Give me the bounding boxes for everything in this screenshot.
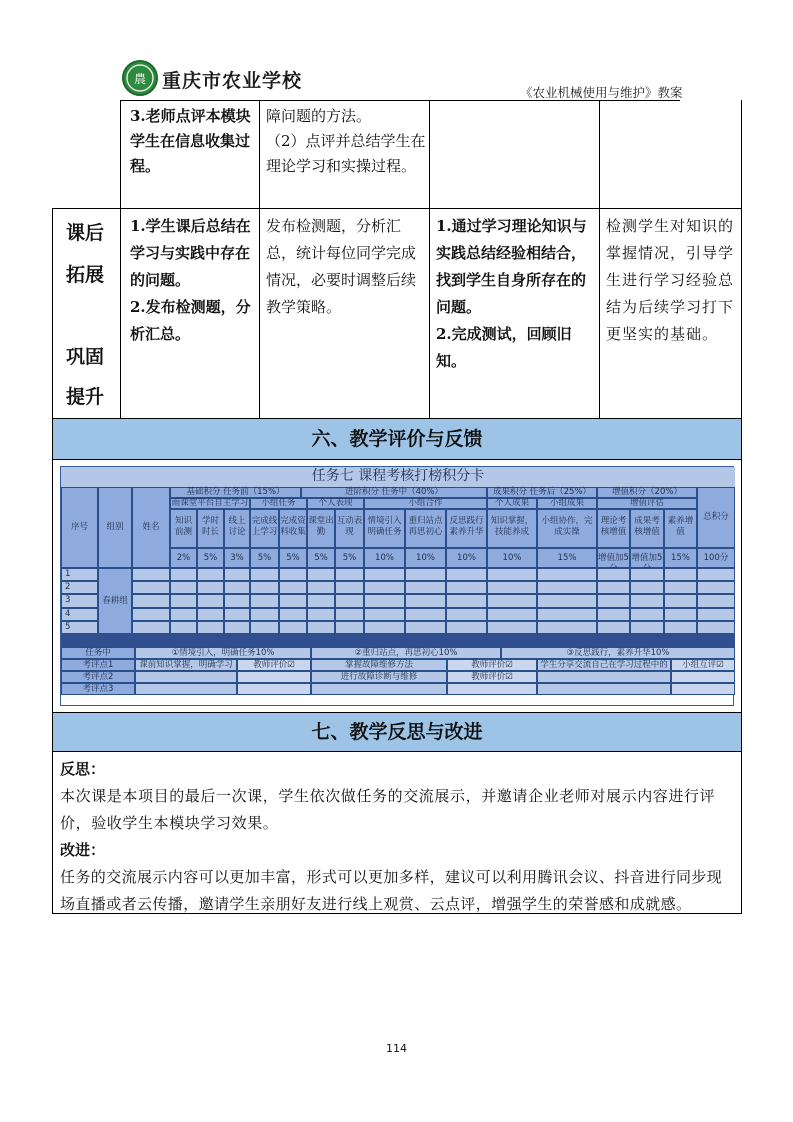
score-cell[interactable] <box>307 568 335 581</box>
sub-personal: 个人表现 <box>307 498 364 509</box>
sub-pres: 个人成果 <box>487 498 537 509</box>
score-cell[interactable] <box>664 568 697 581</box>
score-cell[interactable] <box>446 594 487 607</box>
score-cell[interactable] <box>170 581 197 594</box>
logo-glyph: 農 <box>133 72 147 86</box>
table-border <box>52 752 53 914</box>
improve-text: 任务的交流展示内容可以更加丰富，形式可以更加多样，建议可以利用腾讯会议、抖音进行同步现场直播或者云传播，邀请学生亲朋好友进行线上观赏、云点评，增强学生的荣誉感和成就感。 <box>60 868 723 913</box>
eval-point-cell <box>311 683 447 695</box>
row2-activity-2: 2.发布检测题，分析汇总。 <box>130 298 251 343</box>
eval-point-cell: 教师评价☑ <box>447 659 537 671</box>
score-cell[interactable] <box>597 568 630 581</box>
score-item-weight: 100分 <box>697 548 735 568</box>
score-cell[interactable] <box>335 608 364 621</box>
score-item-weight: 2% <box>170 548 197 568</box>
score-item-weight: 5% <box>250 548 279 568</box>
score-cell[interactable] <box>597 608 630 621</box>
score-item-weight: 增值加5 <box>597 548 630 568</box>
score-item-header: 完成资料收集 <box>279 509 307 548</box>
sub-value: 增值评估 <box>597 498 697 509</box>
score-cell[interactable] <box>487 594 537 607</box>
group-base: 基础积分 任务前（15%） <box>170 487 301 498</box>
table-border <box>741 752 742 914</box>
row-seq: 3 <box>61 594 98 607</box>
score-cell[interactable] <box>446 581 487 594</box>
score-item-header: 完成线上学习 <box>250 509 279 548</box>
row-name-cell[interactable] <box>132 568 170 581</box>
score-cell[interactable] <box>335 621 364 634</box>
table-border <box>429 100 430 418</box>
eval-point-cell <box>237 683 311 695</box>
score-cell[interactable] <box>250 568 279 581</box>
school-name: 重庆市农业学校 <box>162 70 303 92</box>
reflect-label: 反思： <box>60 760 106 778</box>
sub-group-task: 小组任务 <box>250 498 307 509</box>
score-cell[interactable] <box>197 621 224 634</box>
score-cell[interactable] <box>364 621 405 634</box>
eval-point-cell: 教师评价☑ <box>447 671 537 683</box>
score-cell[interactable] <box>170 621 197 634</box>
score-item-weight: 5% <box>197 548 224 568</box>
improve-label: 改进： <box>60 841 106 859</box>
table-border <box>120 100 121 418</box>
score-item-weight: 3% <box>224 548 250 568</box>
col-name: 姓名 <box>132 487 170 568</box>
row1-teacher-line2: （2）点评并总结学生在理论学习和实操过程。 <box>266 132 426 175</box>
row2-intent: 检测学生对知识的掌握情况，引导学生进行学习经验总结为后续学习打下更坚实的基础。 <box>606 217 735 343</box>
eval-point-cell: 教师评价☑ <box>237 659 311 671</box>
eval-point-label: 考评点3 <box>61 683 135 695</box>
table-border <box>599 100 600 418</box>
reflect-text: 本次课是本项目的最后一次课，学生依次做任务的交流展示，并邀请企业老师对展示内容进行评价，验收学生本模块学习效果。 <box>60 787 716 832</box>
task-label: 任务中 <box>61 647 135 659</box>
row-name-cell[interactable] <box>132 621 170 634</box>
score-item-header: 知识前测 <box>170 509 197 548</box>
score-cell[interactable] <box>597 581 630 594</box>
score-cell[interactable] <box>279 594 307 607</box>
table-border <box>259 100 260 418</box>
score-cell[interactable] <box>307 621 335 634</box>
header-rule <box>120 100 680 101</box>
score-cell[interactable] <box>335 568 364 581</box>
eval-point-cell: 小组互评☑ <box>671 659 735 671</box>
score-cell[interactable] <box>335 581 364 594</box>
score-cell[interactable] <box>446 608 487 621</box>
score-cell[interactable] <box>697 581 735 594</box>
score-cell[interactable] <box>170 594 197 607</box>
page-number: 114 <box>386 1042 407 1055</box>
score-cell[interactable] <box>197 608 224 621</box>
task-1: ①情境引入，明确任务10% <box>135 647 311 659</box>
group-result: 成果积分 任务后（25%） <box>487 487 597 498</box>
score-cell[interactable] <box>630 568 664 581</box>
score-cell[interactable] <box>364 608 405 621</box>
score-item-header: 成果考核增值 <box>630 509 664 548</box>
row-name-cell[interactable] <box>132 581 170 594</box>
score-cell[interactable] <box>307 581 335 594</box>
table-border <box>52 460 53 712</box>
score-cell[interactable] <box>224 608 250 621</box>
task-3: ③反思践行，素养升华10% <box>501 647 735 659</box>
score-cell[interactable] <box>697 594 735 607</box>
score-cell[interactable] <box>335 594 364 607</box>
table-border <box>741 100 742 418</box>
row2-student-2: 2.完成测试，回顾旧知。 <box>436 325 572 370</box>
row1-teacher-line1: 障问题的方法。 <box>266 107 372 125</box>
score-cell[interactable] <box>307 594 335 607</box>
row2-teacher: 发布检测题，分析汇总，统计每位同学完成情况，必要时调整后续教学策略。 <box>266 217 417 316</box>
score-cell[interactable] <box>697 621 735 634</box>
score-item-header: 重归站点再思初心 <box>405 509 446 548</box>
score-cell[interactable] <box>279 568 307 581</box>
score-cell[interactable] <box>446 568 487 581</box>
school-logo <box>122 60 158 96</box>
section7-title: 七、教学反思与改进 <box>52 712 742 752</box>
score-cell[interactable] <box>630 621 664 634</box>
score-cell[interactable] <box>487 608 537 621</box>
row1-activity: 3.老师点评本模块学生在信息收集过程。 <box>130 107 251 175</box>
score-item-header: 知识掌握，技能养成 <box>487 509 537 548</box>
score-item-header: 学时时长 <box>197 509 224 548</box>
eval-point-cell <box>671 683 735 695</box>
section6-title: 六、教学评价与反馈 <box>52 418 742 460</box>
score-cell[interactable] <box>697 568 735 581</box>
score-item-weight: 增值加5 <box>630 548 664 568</box>
task-2: ②重归站点，再思初心10% <box>311 647 501 659</box>
score-cell[interactable] <box>446 621 487 634</box>
score-cell[interactable] <box>224 594 250 607</box>
score-cell[interactable] <box>250 594 279 607</box>
score-cell[interactable] <box>405 581 446 594</box>
score-item-weight: 5% <box>307 548 335 568</box>
eval-point-cell <box>237 671 311 683</box>
eval-point-cell <box>671 671 735 683</box>
score-cell[interactable] <box>537 568 597 581</box>
score-cell[interactable] <box>537 608 597 621</box>
score-item-weight: 10% <box>364 548 405 568</box>
eval-point-cell: 进行故障诊断与维修 <box>311 671 447 683</box>
score-cell[interactable] <box>487 568 537 581</box>
col-group: 组别 <box>98 487 132 568</box>
stage-label-2: 拓展 <box>65 264 104 286</box>
eval-point-label: 考评点2 <box>61 671 135 683</box>
score-item-weight: 5% <box>279 548 307 568</box>
score-cell[interactable] <box>197 581 224 594</box>
row-seq: 1 <box>61 568 98 581</box>
eval-point-cell <box>447 683 537 695</box>
scorecard-title: 任务七 课程考核打榜积分卡 <box>61 467 735 487</box>
table-border <box>52 208 742 209</box>
score-item-header: 素养增值 <box>664 509 697 548</box>
row2-student-1: 1.通过学习理论知识与实践总结经验相结合，找到学生自身所存在的问题。 <box>436 217 587 316</box>
score-item-weight: 5% <box>335 548 364 568</box>
score-cell[interactable] <box>224 581 250 594</box>
score-cell[interactable] <box>664 581 697 594</box>
score-cell[interactable] <box>197 568 224 581</box>
score-cell[interactable] <box>197 594 224 607</box>
score-item-header: 理论考核增值 <box>597 509 630 548</box>
row-name-cell[interactable] <box>132 608 170 621</box>
group-name: 春耕组 <box>98 568 132 634</box>
score-cell[interactable] <box>664 608 697 621</box>
sub-coop: 小组合作 <box>364 498 487 509</box>
scorecard-separator <box>61 634 735 647</box>
course-title: 《农业机械使用与维护》教案 <box>520 85 683 100</box>
eval-point-cell <box>537 683 671 695</box>
row-seq: 5 <box>61 621 98 634</box>
score-cell[interactable] <box>170 568 197 581</box>
score-cell[interactable] <box>597 621 630 634</box>
eval-point-cell <box>537 671 671 683</box>
score-cell[interactable] <box>250 581 279 594</box>
stage-label-1: 课后 <box>65 222 104 244</box>
score-cell[interactable] <box>405 621 446 634</box>
score-item-weight: 10% <box>405 548 446 568</box>
sub-rain: 雨课堂平台自主学习 <box>171 498 249 508</box>
stage-label-4: 提升 <box>65 386 104 408</box>
score-cell[interactable] <box>405 568 446 581</box>
score-cell[interactable] <box>307 608 335 621</box>
row-name-cell[interactable] <box>132 594 170 607</box>
score-cell[interactable] <box>630 594 664 607</box>
score-cell[interactable] <box>664 621 697 634</box>
table-border <box>741 460 742 712</box>
group-value: 增值积分（20%） <box>597 487 697 498</box>
score-cell[interactable] <box>364 581 405 594</box>
score-cell[interactable] <box>279 581 307 594</box>
col-total: 总积分 <box>697 487 735 548</box>
score-cell[interactable] <box>224 568 250 581</box>
score-cell[interactable] <box>364 568 405 581</box>
score-cell[interactable] <box>405 608 446 621</box>
eval-point-label: 考评点1 <box>61 659 135 671</box>
score-cell[interactable] <box>224 621 250 634</box>
score-cell[interactable] <box>279 608 307 621</box>
sub-gres: 小组成果 <box>537 498 597 509</box>
score-item-header: 互动表现 <box>335 509 364 548</box>
eval-point-cell: 学生分享交流自己在学习过程中的 <box>537 659 671 671</box>
col-seq: 序号 <box>61 487 98 568</box>
score-cell[interactable] <box>537 594 597 607</box>
score-cell[interactable] <box>170 608 197 621</box>
score-item-header: 线上讨论 <box>224 509 250 548</box>
stage-label-3: 巩固 <box>65 346 104 368</box>
score-item-header: 课堂出勤 <box>307 509 335 548</box>
score-cell[interactable] <box>697 608 735 621</box>
score-item-weight: 10% <box>487 548 537 568</box>
score-cell[interactable] <box>537 581 597 594</box>
group-adv: 进阶积分 任务中（40%） <box>301 487 487 498</box>
score-cell[interactable] <box>630 581 664 594</box>
row-seq: 4 <box>61 608 98 621</box>
eval-point-cell: 课前知识掌握，明确学习 <box>135 659 237 671</box>
score-cell[interactable] <box>487 581 537 594</box>
row2-activity-1: 1.学生课后总结在学习与实践中存在的问题。 <box>130 217 251 289</box>
eval-point-cell <box>135 683 237 695</box>
score-item-weight: 15% <box>537 548 597 568</box>
score-item-weight: 15% <box>664 548 697 568</box>
score-cell[interactable] <box>537 621 597 634</box>
scorecard <box>60 466 734 706</box>
score-cell[interactable] <box>405 594 446 607</box>
score-item-weight: 10% <box>446 548 487 568</box>
eval-point-cell <box>135 671 237 683</box>
score-cell[interactable] <box>664 594 697 607</box>
score-cell[interactable] <box>250 608 279 621</box>
score-cell[interactable] <box>487 621 537 634</box>
eval-point-cell: 掌握故障维修方法 <box>311 659 447 671</box>
score-cell[interactable] <box>630 608 664 621</box>
score-item-header: 情境引入明确任务 <box>364 509 405 548</box>
score-cell[interactable] <box>250 621 279 634</box>
row-seq: 2 <box>61 581 98 594</box>
score-item-header: 反思践行素养升华 <box>446 509 487 548</box>
score-item-header: 小组协作，完成实操 <box>537 509 597 548</box>
score-cell[interactable] <box>279 621 307 634</box>
score-cell[interactable] <box>364 594 405 607</box>
score-cell[interactable] <box>597 594 630 607</box>
